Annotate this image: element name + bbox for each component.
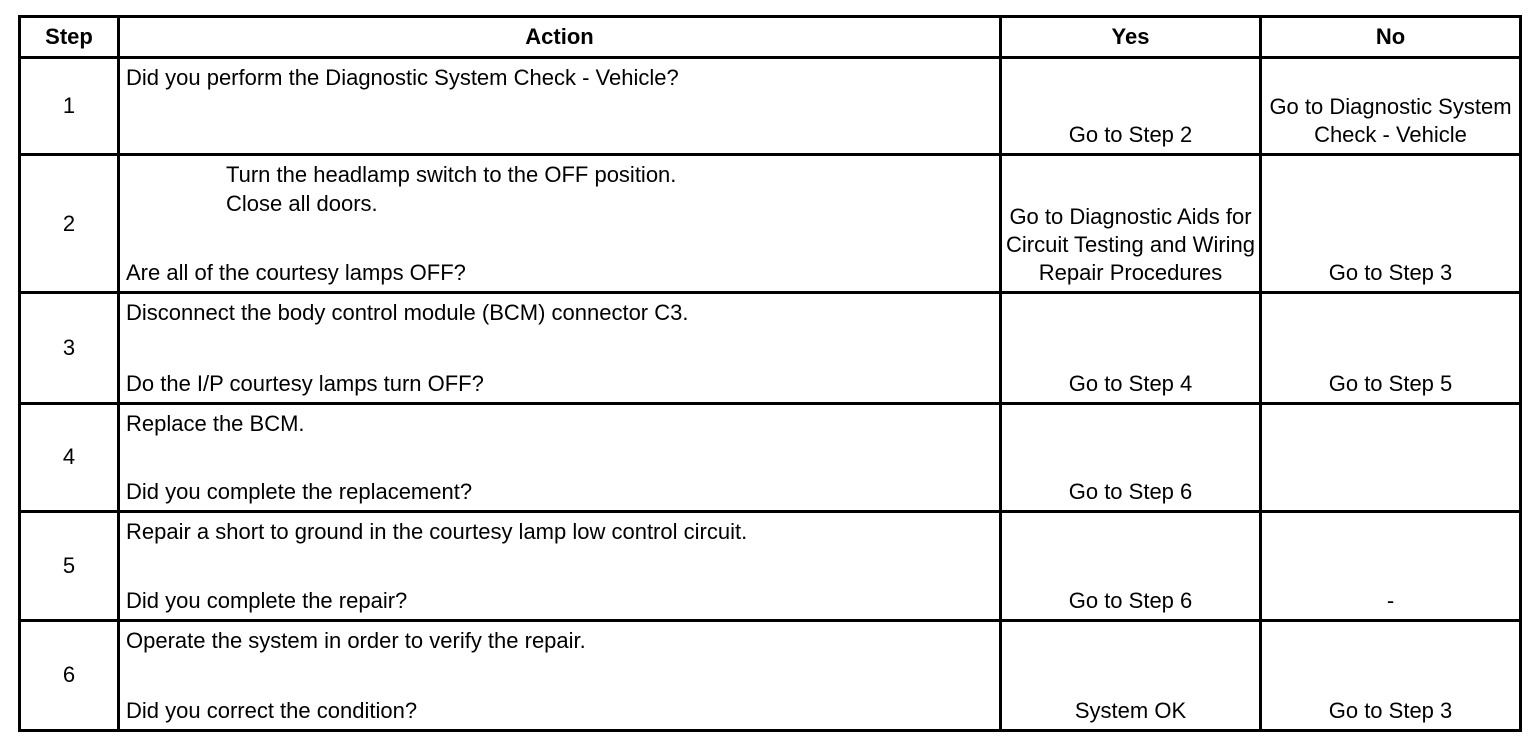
table-row	[20, 620, 1521, 730]
no-result: Go to Step 3	[1261, 620, 1521, 730]
no-result: -	[1261, 511, 1521, 620]
step-number: 4	[20, 403, 119, 511]
step-number: 6	[20, 620, 119, 730]
step-number: 1	[20, 58, 119, 155]
action-cell	[119, 58, 1001, 155]
header-yes: Yes	[1001, 17, 1261, 58]
table-row	[20, 155, 1521, 293]
action-text: Operate the system in order to verify the repair.	[126, 627, 586, 653]
action-cell	[119, 293, 1001, 403]
yes-result: Go to Step 6	[1001, 403, 1261, 511]
action-question: Are all of the courtesy lamps OFF?	[126, 260, 466, 286]
action-cell	[119, 155, 1001, 293]
header-row	[20, 17, 1521, 58]
no-result: Go to Step 5	[1261, 293, 1521, 403]
action-question: Did you complete the replacement?	[126, 478, 473, 504]
action-question: Do the I/P courtesy lamps turn OFF?	[126, 370, 484, 396]
action-cell	[119, 403, 1001, 511]
no-result: Go to Diagnostic System Check - Vehicle	[1261, 58, 1521, 155]
action-text: Repair a short to ground in the courtesy lamp low control circuit.	[126, 518, 748, 544]
yes-result: Go to Step 2	[1001, 58, 1261, 155]
table-row	[20, 293, 1521, 403]
step-number: 3	[20, 293, 119, 403]
no-result: Go to Step 3	[1261, 155, 1521, 293]
yes-result: Go to Step 4	[1001, 293, 1261, 403]
step-number: 5	[20, 511, 119, 620]
yes-result: System OK	[1001, 620, 1261, 730]
step-number: 2	[20, 155, 119, 293]
action-cell	[119, 511, 1001, 620]
action-text: Turn the headlamp switch to the OFF position.	[226, 162, 677, 188]
diagnostic-table	[18, 15, 1522, 732]
diagnostic-table-container	[18, 15, 1519, 732]
action-text: Close all doors.	[226, 191, 378, 217]
action-text: Replace the BCM.	[126, 410, 305, 436]
table-row	[20, 403, 1521, 511]
header-step: Step	[20, 17, 119, 58]
table-row	[20, 511, 1521, 620]
header-action: Action	[119, 17, 1001, 58]
action-text: Disconnect the body control module (BCM) connector C3.	[126, 300, 689, 326]
action-question: Did you complete the repair?	[126, 587, 408, 613]
action-question: Did you correct the condition?	[126, 698, 418, 723]
yes-result: Go to Diagnostic Aids for Circuit Testing and Wiring Repair Procedures	[1001, 155, 1261, 293]
header-no: No	[1261, 17, 1521, 58]
table-row	[20, 58, 1521, 155]
no-result	[1261, 403, 1521, 511]
action-cell	[119, 620, 1001, 730]
yes-result: Go to Step 6	[1001, 511, 1261, 620]
action-text: Did you perform the Diagnostic System Check - Vehicle?	[126, 65, 679, 90]
